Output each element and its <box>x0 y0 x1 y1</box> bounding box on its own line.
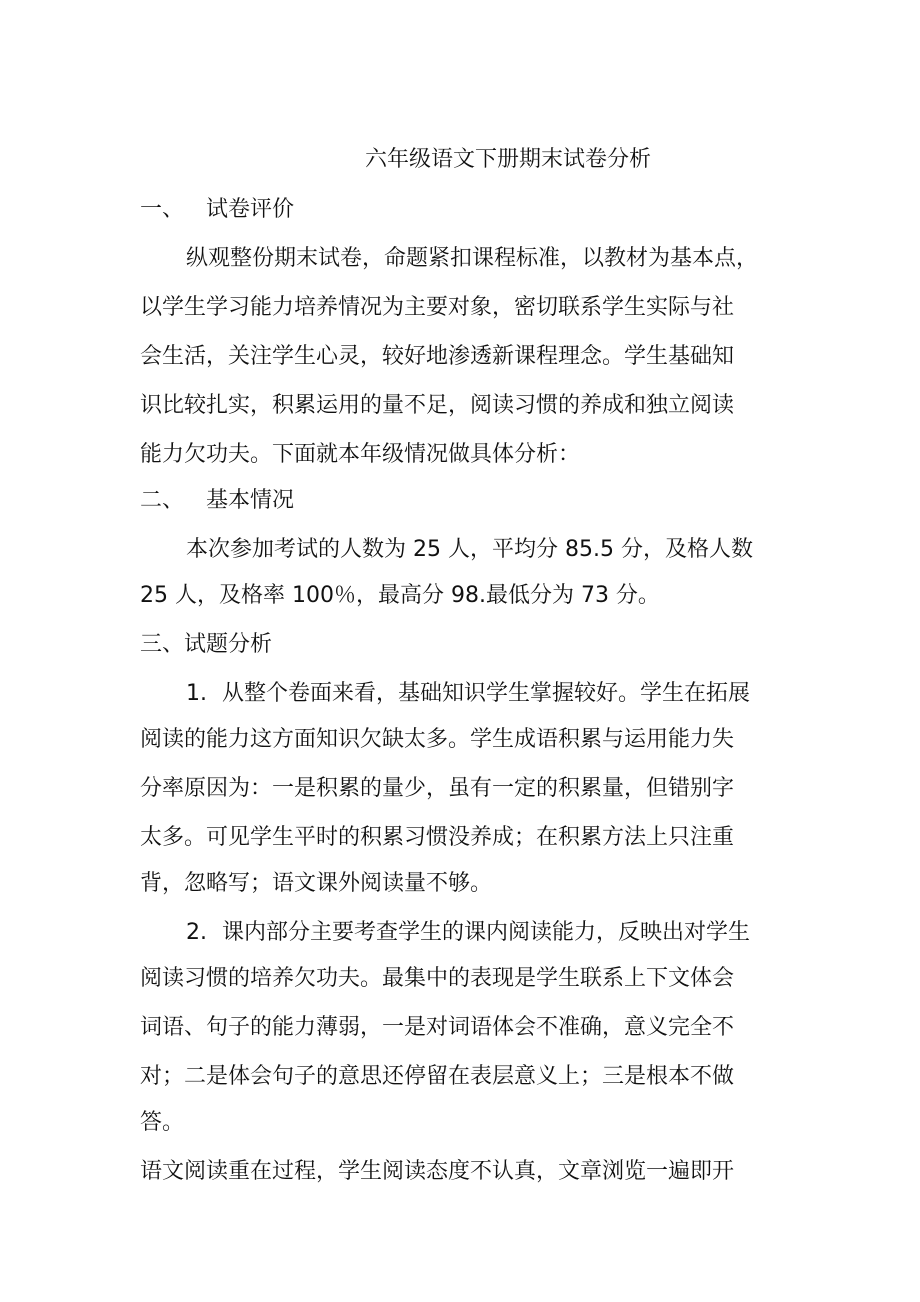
section-title: 基本情况 <box>206 488 295 513</box>
paragraph-line: 以学生学习能力培养情况为主要对象，密切联系学生实际与社 <box>140 295 735 320</box>
paragraph-line: 分率原因为：一是积累的量少，虽有一定的积累量，但错别字 <box>140 776 735 801</box>
list-item-number: 2. <box>186 920 207 945</box>
paragraph-line: 会生活，关注学生心灵，较好地渗透新课程理念。学生基础知 <box>140 344 735 369</box>
paragraph-line: 本次参加考试的人数为 25 人，平均分 85.5 分，及格人数 <box>186 537 753 562</box>
paragraph-line: 语文阅读重在过程，学生阅读态度不认真，文章浏览一遍即开 <box>140 1159 735 1184</box>
paragraph-line: 太多。可见学生平时的积累习惯没养成；在积累方法上只注重 <box>140 825 735 850</box>
paragraph-line: 纵观整份期末试卷，命题紧扣课程标准，以教材为基本点， <box>186 246 759 271</box>
paragraph-line: 背，忽略写；语文课外阅读量不够。 <box>140 871 493 896</box>
paragraph-line: 25 人，及格率 100％，最高分 98.最低分为 73 分。 <box>140 583 660 608</box>
paragraph-line: 词语、句子的能力薄弱，一是对词语体会不准确，意义完全不 <box>140 1015 735 1040</box>
section-heading: 三、试题分析 <box>140 632 273 657</box>
paragraph-line: 识比较扎实，积累运用的量不足，阅读习惯的养成和独立阅读 <box>140 393 735 418</box>
paragraph-line: 阅读的能力这方面知识欠缺太多。学生成语积累与运用能力失 <box>140 727 735 752</box>
paragraph-line: 对；二是体会句子的意思还停留在表层意义上；三是根本不做 <box>140 1064 735 1089</box>
document-title: 六年级语文下册期末试卷分析 <box>364 147 651 172</box>
list-item <box>186 679 790 709</box>
list-item-text: 课内部分主要考查学生的课内阅读能力，反映出对学生 <box>222 920 751 945</box>
list-item-text: 从整个卷面来看，基础知识学生掌握较好。学生在拓展 <box>222 681 751 706</box>
section-heading <box>140 195 790 225</box>
list-item <box>186 918 790 948</box>
section-heading <box>140 486 790 516</box>
section-number: 二、 <box>140 488 185 513</box>
paragraph-line: 能力欠功夫。下面就本年级情况做具体分析： <box>140 442 581 467</box>
list-item-number: 1. <box>186 681 207 706</box>
section-number: 一、 <box>140 197 185 222</box>
paragraph-line: 答。 <box>140 1110 185 1135</box>
section-title: 试卷评价 <box>206 197 295 222</box>
paragraph-line: 阅读习惯的培养欠功夫。最集中的表现是学生联系上下文体会 <box>140 966 735 991</box>
